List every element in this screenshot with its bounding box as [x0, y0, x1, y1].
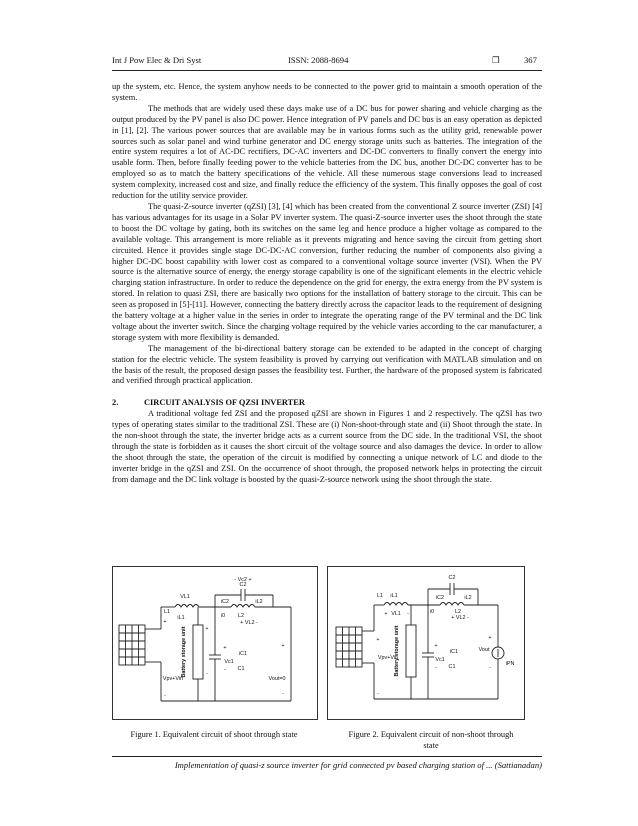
label-plus-b: +: [384, 611, 388, 617]
label-minus-d: -: [282, 691, 284, 697]
battery-unit: [193, 625, 203, 679]
label-minus-d: -: [489, 665, 491, 671]
header-box-icon: ❒: [492, 55, 500, 65]
label-minus-b: -: [407, 611, 409, 617]
label-vpv: Vpv+Vin: [162, 676, 184, 682]
label-vl1: VL1: [391, 611, 401, 617]
label-l2: L2: [238, 613, 244, 619]
footer-rule: [112, 756, 542, 757]
inductor-l1: [384, 603, 408, 606]
label-ic1: iC1: [238, 651, 248, 657]
paragraph-4: The management of the bi-directional battery storage can be extended to be adapted in the concept of charging station for the electric vehicle. The system feasibility is proved by carrying out verification with MATLAB simulation and on the basis of the result, the proposed design passes the feasibility test. Further, the hardware of the proposed system is fabricated and verified through practical application.: [112, 343, 542, 386]
section-heading: [112, 398, 542, 409]
label-minus-c: -: [435, 665, 437, 671]
paragraph-1: up the system, etc. Hence, the system anyhow needs to be connected to the power grid to maintain a smooth operation of the system.: [112, 82, 542, 102]
label-minus-b: -: [206, 671, 208, 677]
header-rule: [112, 70, 542, 71]
label-vl2: + VL2 -: [451, 615, 469, 621]
label-vc1: Vc1: [435, 657, 445, 663]
label-minus-a: -: [164, 693, 166, 699]
running-header: [112, 55, 542, 69]
pv-panel-icon: [119, 625, 145, 665]
label-l1: L1: [164, 609, 170, 615]
figure-1-caption: Figure 1. Equivalent circuit of shoot through state: [130, 730, 298, 739]
section-number: 2.: [112, 398, 119, 408]
label-vout: Vout: [478, 647, 490, 653]
label-plus-c: +: [223, 645, 227, 651]
page-number: 367: [524, 55, 537, 65]
journal-name: Int J Pow Elec & Dri Syst: [112, 55, 202, 65]
pv-panel-icon: [336, 627, 362, 667]
label-il2: iL2: [255, 599, 263, 605]
paragraph-3: The quasi-Z-source inverter (qZSI) [3], [4] which has been created from the conventional Z source inverter (ZSI) [4] has various advantages for its usage in a Solar PV inverter system. The quasi-Z-source inverter uses the shoot through the state to boost the DC voltage by gating, both its switches on the same leg and hence produce a higher voltage as compared to the available voltage. This arrangement is more reliable as it prevents migrating and hence saving the circuit from getting short circuited. Hence it provides single stage DC-DC-AC conversion, further reducing the number of components also giving a higher DC-DC boost capability with lower cost as compared to a conventional voltage source inverter (VSI). When the PV source is the alternative source of energy, the energy storage capability is one of the significant elements in the electric vehicle charging station infrastructure. In order to reduce the dependence on the grid for energy, the extra energy from the PV system is stored. In relation to quasi ZSI, there are basically two options for the installation of battery storage to the circuit. This can be seen as proposed in [5]-[11]. However, connecting the battery directly across the capacitor leads to the requirement of designing the battery voltage at a higher value in the series in order to integrate the operating range of the PV terminal and the DC link voltage about the inverter switch. Since the charging voltage required by the vehicle varies according to the car manufacturer, a storage system with more flexibility is demanded.: [112, 201, 542, 342]
inductor-l2: [231, 605, 255, 608]
label-minus-a: -: [377, 691, 379, 697]
battery-unit: [406, 625, 416, 677]
body-text: [112, 82, 542, 486]
label-il2: iL2: [464, 595, 472, 601]
label-l1: L1: [377, 593, 383, 599]
label-c2: C2: [239, 582, 247, 588]
label-il1: iL1: [390, 593, 398, 599]
figure-2: [327, 566, 525, 720]
label-c1: C1: [237, 666, 245, 672]
figure-2-labels: [376, 575, 514, 697]
figure-2-circuit: [328, 567, 524, 719]
label-plus-a: +: [163, 619, 167, 625]
label-plus-c: +: [434, 643, 438, 649]
label-battery: Battery storage unit: [181, 626, 187, 678]
inductor-l1: [175, 605, 199, 608]
label-ic1: iC1: [449, 649, 459, 655]
figure-1-circuit: [113, 567, 317, 719]
figure-1: [112, 566, 318, 720]
paragraph-5: A traditional voltage fed ZSI and the proposed qZSI are shown in Figures 1 and 2 respectively. The qZSI has two types of operating states similar to the traditional ZSI. These are (i) Non-shoot-through state and (ii) Shoot through the state. In the non-shoot through the state, the inverter bridge acts as a current source from the DC side. In the traditional VSI, the shoot through the state is forbidden as it causes the short circuit of the voltage source and also damages the device. In order to allow the shoot through the state, the operation of the circuit is modified by connecting a unique network of LC and diode to the inverter bridge in the qZSI and ZSI. On the occurrence of shoot through, the proposed network helps in protecting the circuit from damage and the DC link voltage is boosted by the quasi-Z-source network using the shoot through the state.: [112, 409, 542, 484]
label-i0: i0: [220, 613, 226, 619]
label-plus-d: +: [281, 643, 285, 649]
inductor-l2: [440, 603, 464, 606]
label-vpv: Vpv+Vin: [377, 655, 399, 661]
label-ipn: iPN: [505, 661, 515, 667]
label-vc1: Vc1: [224, 659, 234, 665]
figure-2-caption: Figure 2. Equivalent circuit of non-shoot through state: [348, 730, 514, 750]
label-plus-b: +: [205, 626, 209, 632]
label-l2: L2: [455, 609, 461, 615]
label-il1: iL1: [177, 615, 185, 621]
label-c2: C2: [448, 575, 456, 581]
label-vl1: VL1: [180, 594, 190, 600]
running-footer: Implementation of quasi-z source inverter for grid connected pv based charging station of ... (Sattianadan): [174, 760, 542, 770]
label-battery: Battery storage unit: [394, 625, 400, 677]
label-i0: i0: [429, 609, 435, 615]
label-ic2: iC2: [435, 595, 445, 601]
label-plus-d: +: [488, 635, 492, 641]
label-vc2: - Vc2 +: [234, 577, 252, 583]
label-vout: Vout=0: [268, 676, 286, 682]
label-vl2: + VL2 -: [240, 620, 258, 626]
section-title: CIRCUIT ANALYSIS OF QZSI INVERTER: [144, 398, 305, 408]
paragraph-2: The methods that are widely used these days make use of a DC bus for power sharing and vehicle charging as the output produced by the PV panel is also DC power. Hence integration of PV panels and DC bus is an easy operation as depicted in [1], [2]. The various power sources that are available may be in various forms such as the utility grid, renewable power sources such as solar panel and wind turbine generator and DC energy storage units such as batteries. The integration of the entire system requires a lot of AC-DC rectifiers, DC-AC inverters and DC-DC converters to finally convert the energy into usable form. Then, before finally feeding power to the vehicle batteries from the DC bus, another DC-DC converter has to be employed so as to match the battery specifications of the vehicle. All these numerous stage conversions lead to increased system complexity, increased cost and size, and finally reduce the efficiency of the system. This finally opposes the goal of cost reduction for the utility service provider.: [112, 103, 542, 201]
label-ic2: iC2: [220, 599, 230, 605]
label-plus-a: +: [376, 637, 380, 643]
label-minus-c: -: [224, 667, 226, 673]
label-c1: C1: [448, 664, 456, 670]
issn: ISSN: 2088-8694: [288, 55, 349, 65]
